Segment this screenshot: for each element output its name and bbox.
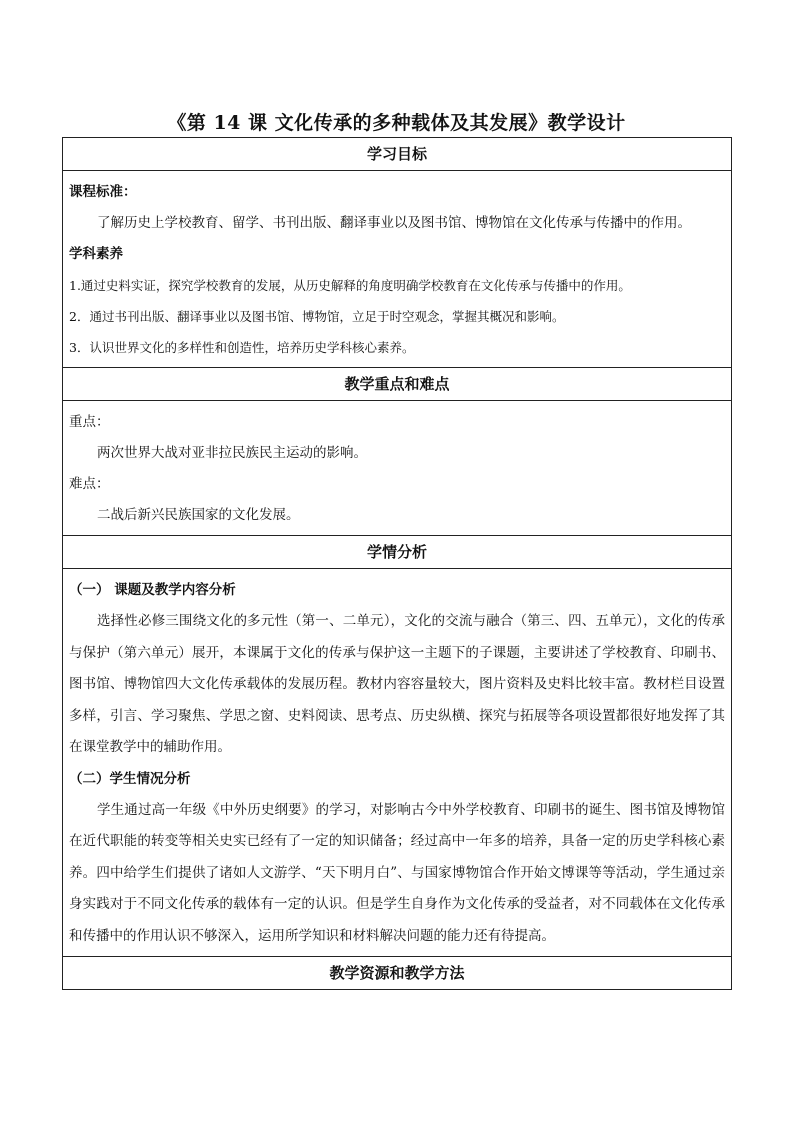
lesson-plan-table [62, 137, 732, 990]
difficulty-text: 二战后新兴民族国家的文化发展。 [97, 507, 300, 523]
course-standard-label: 课程标准： [69, 184, 137, 200]
content-analysis-title: （一） 课题及教学内容分析 [69, 582, 236, 598]
difficulty-label: 难点： [69, 476, 110, 492]
literacy-item-1: 1.通过史料实证，探究学校教育的发展，从历史解释的角度明确学校教育在文化传承与传播中的作用。 [69, 278, 631, 293]
student-analysis-text: 学生通过高一年级《中外历史纲要》的学习，对影响古今中外学校教育、印刷书的诞生、图书馆及博物馆在近代职能的转变等相关史实已经有了一定的知识储备；经过高中一年多的培养，具备一定的历史学科核心素养。四中给学生们提供了诸如人文游学、“天下明月白”、与国家博物馆合作开始文博课等等活动，学生通过亲身实践对于不同文化传承的载体有一定的认识。但是学生自身作为文化传承的受益者，对不同载体在文化传承和传播中的作用认识不够深入，运用所学知识和材料解决问题的能力还有待提高。 [69, 801, 725, 944]
student-analysis-title: （二）学生情况分析 [69, 770, 191, 787]
content-analysis-text: 选择性必修三围绕文化的多元性（第一、二单元），文化的交流与融合（第三、四、五单元），文化的传承与保护（第六单元）展开，本课属于文化的传承与保护这一主题下的子课题，主要讲述了学校教育、印刷书、图书馆、博物馆四大文化传承载体的发展历程。教材内容容量较大，图片资料及史料比较丰富。教材栏目设置多样，引言、学习聚焦、学思之窗、史料阅读、思考点、历史纵横、探究与拓展等各项设置都很好地发挥了其在课堂教学中的辅助作用。 [69, 613, 725, 755]
course-standard-text: 了解历史上学校教育、留学、书刊出版、翻译事业以及图书馆、博物馆在文化传承与传播中的作用。 [97, 215, 691, 231]
key-points-body [63, 401, 731, 536]
analysis-body [63, 569, 731, 957]
key-points-header: 教学重点和难点 [63, 368, 731, 401]
literacy-item-2: 2．通过书刊出版、翻译事业以及图书馆、博物馆，立足于时空观念，掌握其概况和影响。 [69, 309, 565, 324]
document-title: 《第 14 课 文化传承的多种载体及其发展》教学设计 [167, 112, 626, 134]
objectives-header: 学习目标 [63, 138, 731, 171]
resources-header: 教学资源和教学方法 [329, 964, 465, 982]
focus-label: 重点： [69, 414, 110, 430]
focus-text: 两次世界大战对亚非拉民族民主运动的影响。 [97, 445, 367, 461]
subject-literacy-label: 学科素养 [69, 246, 123, 262]
objectives-body [63, 171, 731, 368]
analysis-header: 学情分析 [63, 536, 731, 569]
literacy-item-3: 3．认识世界文化的多样性和创造性，培养历史学科核心素养。 [69, 340, 415, 355]
